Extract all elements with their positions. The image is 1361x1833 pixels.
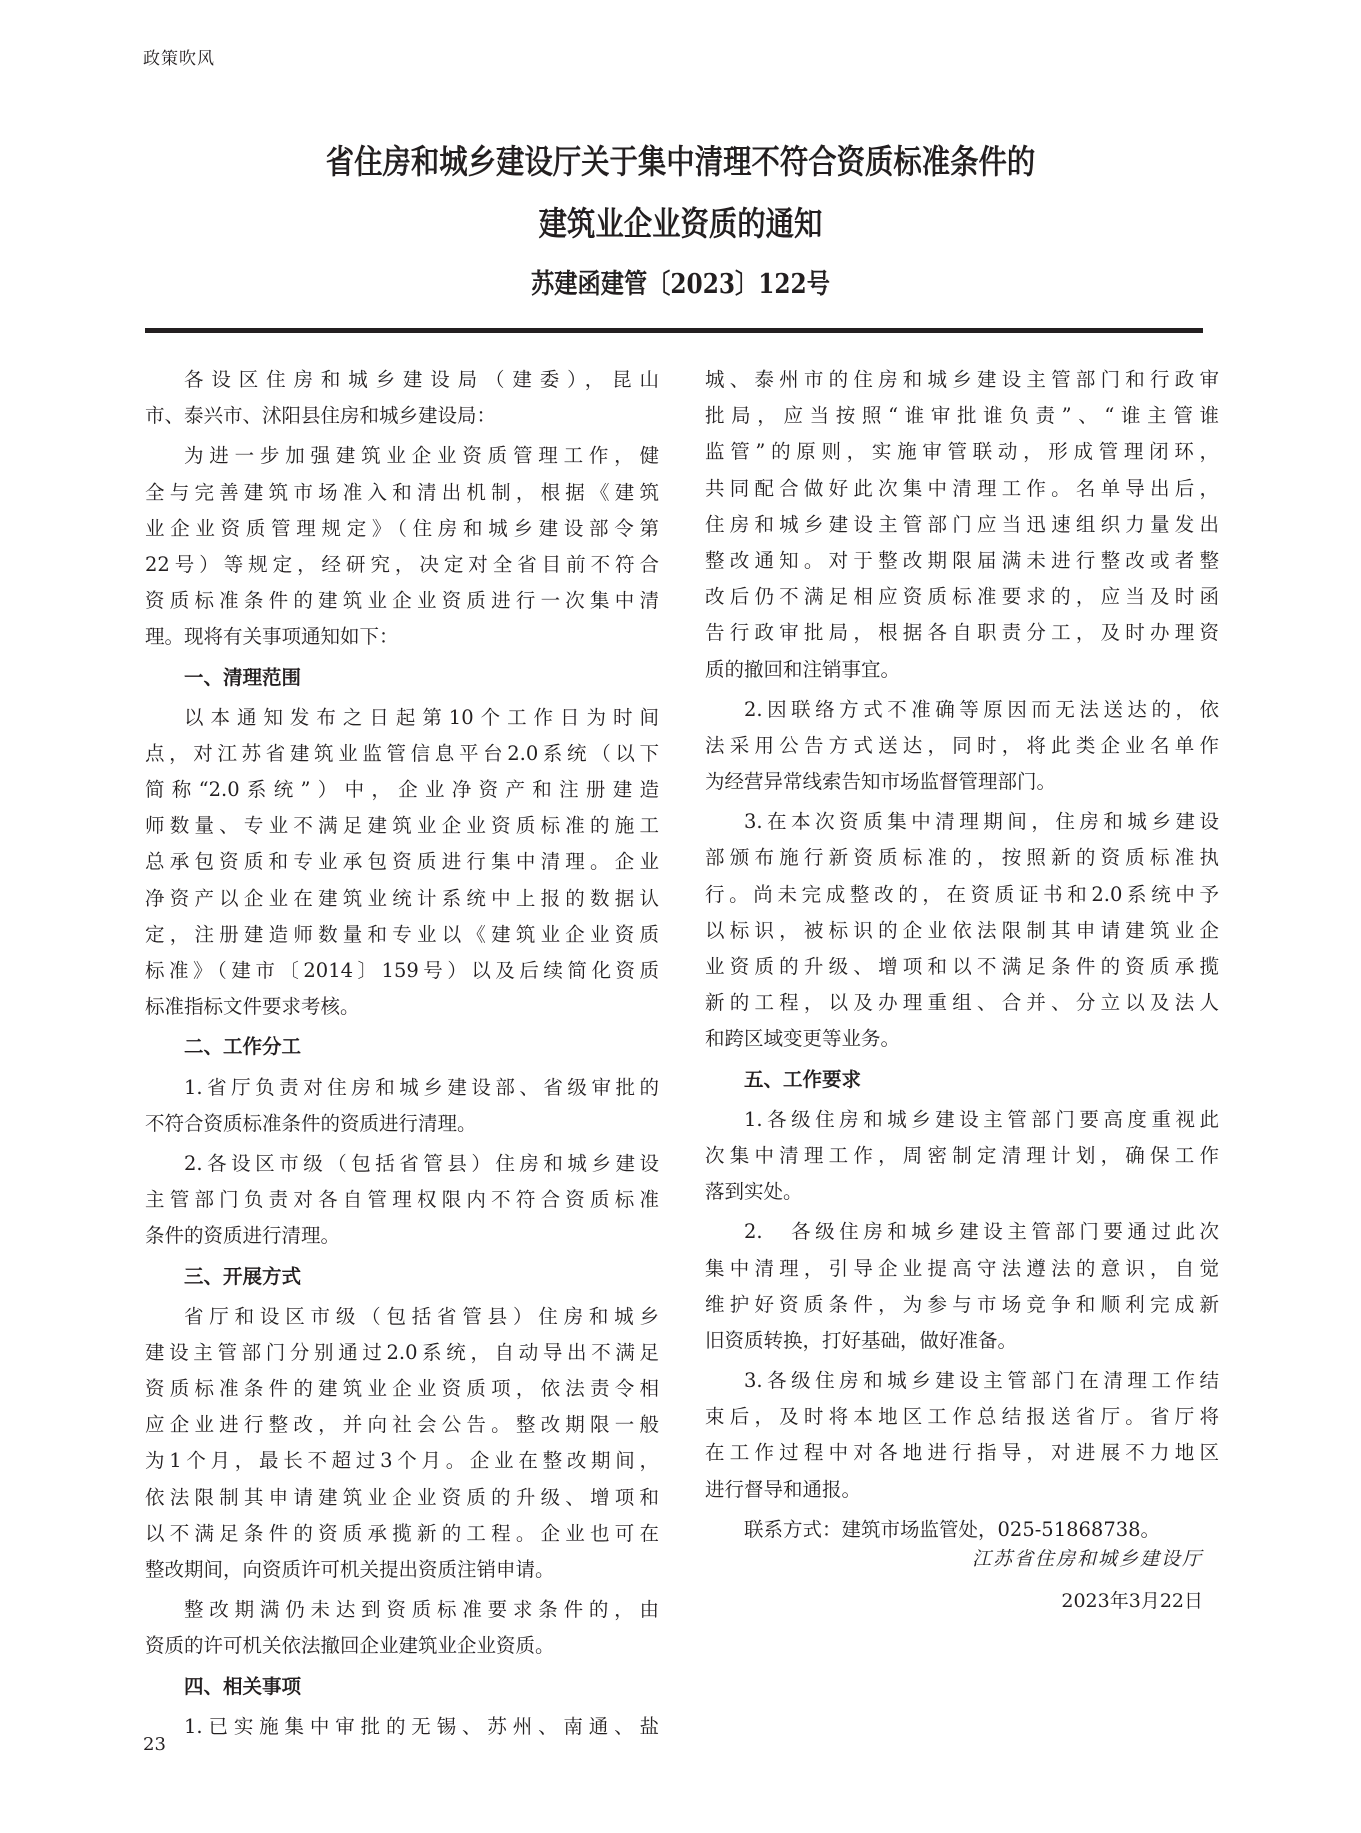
- text-line: 资质的许可机关依法撤回企业建筑业企业资质。: [145, 1634, 555, 1658]
- text-line: 师数量、专业不满足建筑业企业资质标准的施工: [145, 814, 659, 838]
- text-line: 总承包资质和专业承包资质进行集中清理。企业: [145, 850, 659, 874]
- text-line: 标准指标文件要求考核。: [145, 995, 360, 1019]
- text-line: 主管部门负责对各自管理权限内不符合资质标准: [145, 1188, 659, 1212]
- text-line: 为经营异常线索告知市场监督管理部门。: [705, 770, 1057, 794]
- text-line: 理。现将有关事项通知如下：: [145, 625, 399, 649]
- text-line: 整改通知。对于整改期限届满未进行整改或者整: [705, 548, 1219, 572]
- text-line: 省厅和设区市级（包括省管县）住房和城乡: [184, 1304, 659, 1328]
- text-line: 定，注册建造师数量和专业以《建筑业企业资质: [145, 922, 659, 946]
- text-line: 在工作过程中对各地进行指导，对进展不力地区: [705, 1441, 1219, 1465]
- text-line: 整改期间，向资质许可机关提出资质注销申请。: [145, 1558, 555, 1581]
- text-line: 旧资质转换，打好基础，做好准备。: [705, 1328, 1018, 1352]
- text-line: 业企业资质管理规定》（住房和城乡建设部令第: [145, 516, 659, 540]
- text-line: 束后，及时将本地区工作总结报送省厅。省厅将: [705, 1405, 1219, 1429]
- section-heading: 五、工作要求: [744, 1067, 862, 1091]
- text-line: 标准》（建市〔2014〕159号）以及后续简化资质: [145, 959, 659, 982]
- right-column: [705, 362, 1219, 1548]
- text-line: 以标识，被标识的企业依法限制其申请建筑业企: [705, 918, 1219, 942]
- text-line: 共同配合做好此次集中清理工作。名单导出后，: [705, 476, 1219, 500]
- text-line: 告行政审批局，根据各自职责分工，及时办理资: [705, 621, 1219, 645]
- text-line: 简称“2.0系统”）中，企业净资产和注册建造: [145, 778, 659, 802]
- text-line: 部颁布施行新资质标准的，按照新的资质标准执: [705, 846, 1219, 870]
- text-line: 住房和城乡建设主管部门应当迅速组织力量发出: [705, 512, 1219, 536]
- text-line: 城、泰州市的住房和城乡建设主管部门和行政审: [705, 368, 1219, 391]
- title-divider: [145, 328, 1203, 333]
- text-line: 为1个月，最长不超过3个月。企业在整改期间，: [145, 1449, 659, 1473]
- text-line: 以不满足条件的资质承揽新的工程。企业也可在: [145, 1521, 659, 1545]
- signature-organization: 江苏省住房和城乡建设厅: [971, 1548, 1203, 1570]
- text-line: 维护好资质条件，为参与市场竞争和顺利完成新: [705, 1292, 1219, 1316]
- text-line: 进行督导和通报。: [705, 1477, 862, 1501]
- text-line: 2.各设区市级（包括省管县）住房和城乡建设: [184, 1151, 659, 1175]
- section-heading: 四、相关事项: [184, 1674, 302, 1698]
- text-line: 3.在本次资质集中清理期间，住房和城乡建设: [744, 810, 1219, 834]
- text-line: 业资质的升级、增项和以不满足条件的资质承揽: [705, 955, 1219, 978]
- text-line: 以本通知发布之日起第10个工作日为时间: [184, 705, 659, 729]
- text-line: 资质标准条件的建筑业企业资质进行一次集中清: [145, 589, 659, 613]
- page-title-line-1: 省住房和城乡建设厅关于集中清理不符合资质标准条件的: [325, 142, 1036, 181]
- text-line: 2. 各级住房和城乡建设主管部门要通过此次: [744, 1220, 1219, 1244]
- text-line: 法采用公告方式送达，同时，将此类企业名单作: [705, 733, 1219, 757]
- text-line: 资质标准条件的建筑业企业资质项，依法责令相: [145, 1377, 659, 1401]
- section-tag: 政策吹风: [143, 49, 215, 69]
- text-line: 依法限制其申请建筑业企业资质的升级、增项和: [145, 1485, 659, 1509]
- section-heading: 一、清理范围: [184, 665, 302, 689]
- page-number: 23: [143, 1734, 166, 1755]
- text-line: 联系方式：建筑市场监管处，025-51868738。: [744, 1517, 1161, 1541]
- page-title-line-2: 建筑业企业资质的通知: [538, 204, 823, 243]
- text-line: 监管”的原则，实施审管联动，形成管理闭环，: [705, 440, 1219, 464]
- section-heading: 二、工作分工: [184, 1035, 302, 1059]
- text-line: 点，对江苏省建筑业监管信息平台2.0系统（以下: [145, 741, 659, 765]
- text-line: 2.因联络方式不准确等原因而无法送达的，依: [744, 697, 1219, 721]
- text-line: 1.省厅负责对住房和城乡建设部、省级审批的: [184, 1075, 659, 1099]
- text-line: 行。尚未完成整改的，在资质证书和2.0系统中予: [705, 882, 1219, 906]
- text-line: 条件的资质进行清理。: [145, 1224, 341, 1248]
- document-number: 苏建函建管〔2023〕122号: [531, 269, 830, 300]
- text-line: 建设主管部门分别通过2.0系统，自动导出不满足: [145, 1340, 659, 1364]
- text-line: 各设区住房和城乡建设局（建委），昆山: [184, 368, 659, 391]
- text-line: 不符合资质标准条件的资质进行清理。: [145, 1111, 477, 1135]
- text-line: 3.各级住房和城乡建设主管部门在清理工作结: [744, 1369, 1219, 1393]
- text-line: 1.各级住房和城乡建设主管部门要高度重视此: [744, 1107, 1219, 1131]
- text-line: 质的撤回和注销事宜。: [705, 657, 901, 681]
- text-line: 整改期满仍未达到资质标准要求条件的，由: [184, 1598, 659, 1622]
- text-line: 全与完善建筑市场准入和清出机制，根据《建筑: [145, 480, 659, 504]
- left-column: [145, 362, 659, 1745]
- text-line: 新的工程，以及办理重组、合并、分立以及法人: [705, 991, 1219, 1015]
- text-line: 应企业进行整改，并向社会公告。整改期限一般: [145, 1413, 659, 1437]
- text-line: 为进一步加强建筑业企业资质管理工作，健: [184, 444, 659, 468]
- text-line: 22号）等规定，经研究，决定对全省目前不符合: [145, 552, 659, 576]
- text-line: 落到实处。: [705, 1180, 803, 1204]
- section-heading: 三、开展方式: [184, 1264, 302, 1288]
- text-line: 批局，应当按照“谁审批谁负责”、“谁主管谁: [705, 404, 1219, 428]
- text-line: 次集中清理工作，周密制定清理计划，确保工作: [705, 1143, 1219, 1167]
- signature-date: 2023年3月22日: [1061, 1590, 1203, 1612]
- text-line: 和跨区域变更等业务。: [705, 1027, 901, 1051]
- text-line: 1.已实施集中审批的无锡、苏州、南通、盐: [184, 1714, 659, 1738]
- text-line: 集中清理，引导企业提高守法遵法的意识，自觉: [705, 1256, 1219, 1280]
- text-line: 改后仍不满足相应资质标准要求的，应当及时函: [705, 585, 1219, 609]
- text-line: 市、泰兴市、沭阳县住房和城乡建设局：: [145, 404, 497, 428]
- text-line: 净资产以企业在建筑业统计系统中上报的数据认: [145, 886, 659, 910]
